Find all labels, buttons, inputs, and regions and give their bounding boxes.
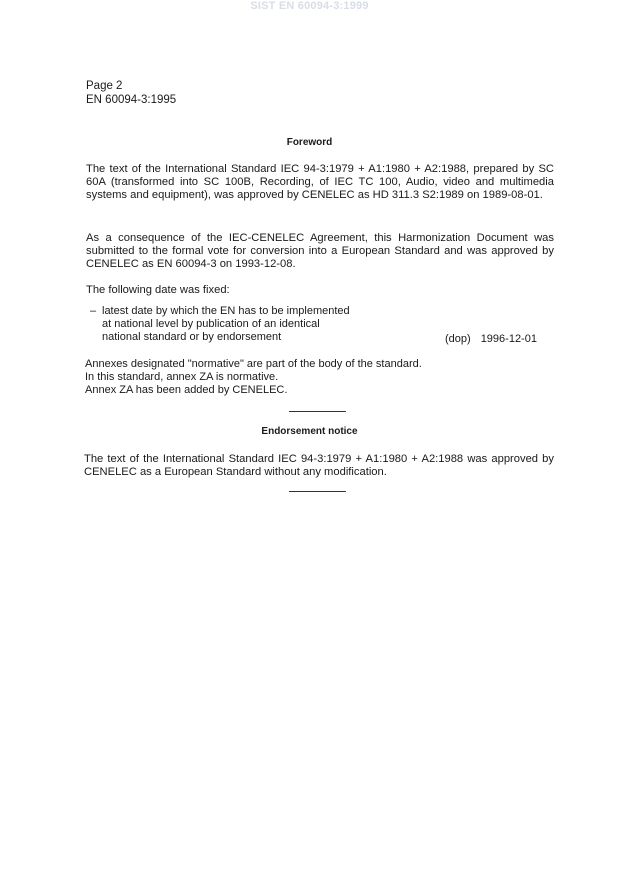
annex-notes — [85, 358, 422, 397]
watermark: SIST EN 60094-3:1999 — [250, 0, 369, 12]
date-intro: The following date was fixed: — [86, 284, 230, 296]
page-number: Page 2 — [86, 80, 123, 92]
dop-date: 1996-12-01 — [480, 333, 537, 345]
endorsement-text: The text of the International Standard IEC 94-3:1979 + A1:1980 + A2:1988 was approved by CENELEC as a European Standard without any modification. — [84, 453, 554, 479]
bullet-dash: – — [90, 305, 97, 317]
dop-entry — [445, 333, 537, 345]
page-header — [86, 79, 176, 107]
bullet-line: at national level by publication of an identical — [102, 318, 320, 330]
foreword-paragraph-1: The text of the International Standard IEC 94-3:1979 + A1:1980 + A2:1988, prepared by SC 60A (transformed into SC 100B, Recording, of IEC TC 100, Audio, video and multimedia systems and equipment), was approved by CENELEC as HD 311.3 S2:1989 on 1989-08-01. — [86, 163, 554, 202]
endorsement-heading: Endorsement notice — [261, 426, 358, 437]
section-divider — [289, 411, 346, 412]
annex-note: In this standard, annex ZA is normative. — [85, 371, 279, 383]
foreword-heading: Foreword — [286, 137, 333, 148]
document-id: EN 60094-3:1995 — [86, 94, 177, 106]
bullet-line: national standard or by endorsement — [102, 331, 282, 343]
annex-note: Annexes designated "normative" are part of the body of the standard. — [85, 358, 422, 370]
annex-note: Annex ZA has been added by CENELEC. — [85, 384, 288, 396]
dop-label: (dop) — [445, 333, 471, 345]
bullet-line: latest date by which the EN has to be implemented — [102, 305, 350, 317]
foreword-paragraph-2: As a consequence of the IEC-CENELEC Agreement, this Harmonization Document was submitted to the formal vote for conversion into a European Standard and was approved by CENELEC as EN 60094-3 on 1993-12-08. — [86, 232, 554, 271]
end-divider — [289, 491, 346, 492]
